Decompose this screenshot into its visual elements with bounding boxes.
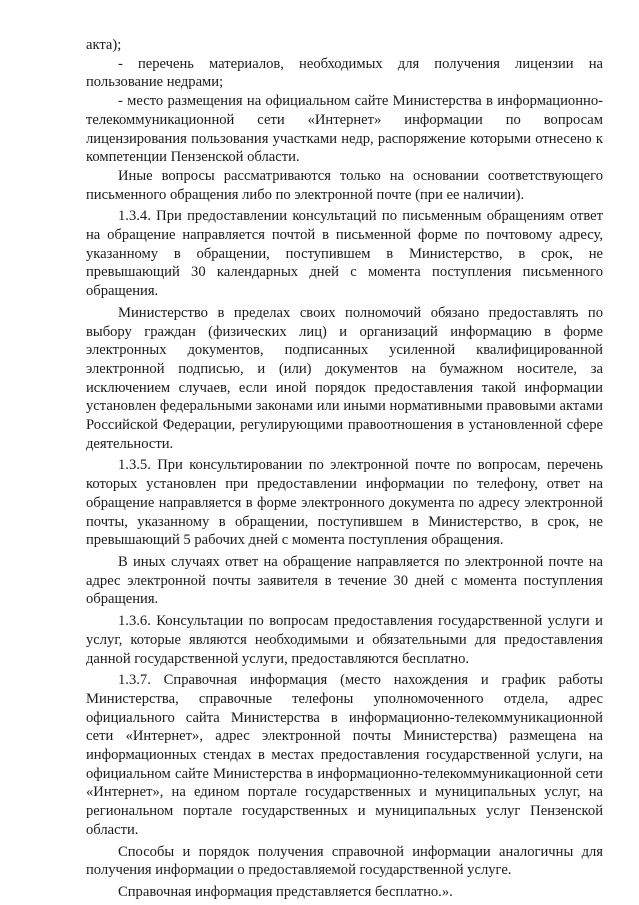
paragraph-continuation: акта); [86, 37, 122, 53]
list-item-materials: - перечень материалов, необходимых для получения лицензии на пользование недрами; [86, 55, 603, 91]
paragraph-other-questions: Иные вопросы рассматриваются только на основании соответствующего письменного обращения либо по электронной почте (при ее наличии). [86, 167, 603, 203]
list-item-website-info: - место размещения на официальном сайте Министерства в информационно-телекоммуникационной сети «Интернет» информации по вопросам лицензирования пользования участками недр, распоряжение которыми отнесено к компетенции Пензенской области. [86, 93, 603, 166]
paragraph-other-cases: В иных случаях ответ на обращение направляется по электронной почте на адрес электронной почты заявителя в течение 30 дней с момента поступления обращения. [86, 553, 603, 608]
paragraph-ministry-obligation: Министерство в пределах своих полномочий обязано предоставлять по выбору граждан (физических лиц) и организаций информацию в форме электронных документов, подписанных усиленной квалифицированной электронной подписью, и (или) документов на бумажном носителе, за исключением случаев, если иной порядок предоставления такой информации установлен федеральными законами или иными нормативными правовыми актами Российской Федерации, регулирующими правоотношения в установленной сфере деятельности. [86, 304, 603, 452]
paragraph-1-3-6: 1.3.6. Консультации по вопросам предоставления государственной услуги и услуг, которые являются необходимыми и обязательными для предоставления данной государственной услуги, предоставляются бесплатно. [86, 613, 603, 667]
paragraph-1-3-4: 1.3.4. При предоставлении консультаций по письменным обращениям ответ на обращение направляется почтой в письменной форме по почтовому адресу, указанному в обращении, поступившем в Министерство, в срок, не превышающий 30 календарных дней с момента поступления письменного обращения. [86, 208, 603, 300]
paragraph-free-info: Справочная информация представляется бесплатно.». [118, 883, 453, 900]
paragraph-1-3-7: 1.3.7. Справочная информация (место нахождения и график работы Министерства, справочные телефоны уполномоченного отдела, адрес официального сайта Министерства в информационно-телекоммуникационной сети «Интернет», адрес электронной почты Министерства) размещена на информационных стендах в местах предоставления государственной услуги, на официальном сайте Министерства в информационно-телекоммуникационной сети «Интернет», на едином портале государственных и муниципальных услуг, на региональном портале государственных и муниципальных услуг Пензенской области. [86, 672, 603, 838]
paragraph-1-3-5: 1.3.5. При консультировании по электронной почте по вопросам, перечень которых установлен при предоставлении информации по телефону, ответ на обращение направляется в форме электронного документа по адресу электронной почты, указанному в обращении, поступившем в Министерство, в срок, не превышающий 5 рабочих дней с момента поступления обращения. [86, 457, 603, 549]
paragraph-methods: Способы и порядок получения справочной информации аналогичны для получения информации о предоставляемой государственной услуге. [86, 843, 603, 879]
